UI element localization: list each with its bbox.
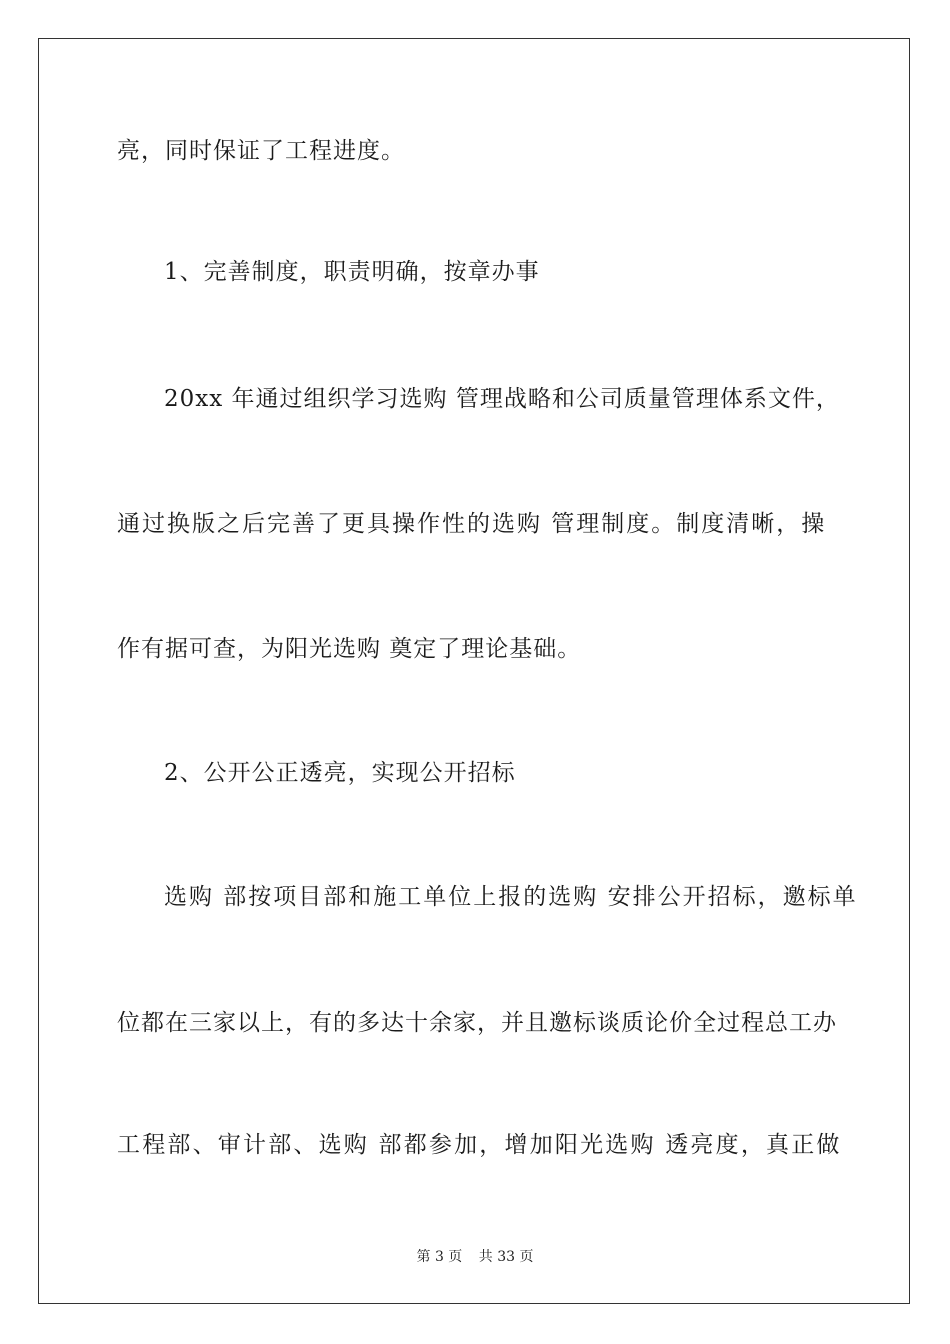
body-text-line: 20xx 年通过组织学习选购 管理战略和公司质量管理体系文件， bbox=[164, 386, 840, 412]
page-footer bbox=[0, 1248, 950, 1266]
section-heading-2: 2、公开公正透亮，实现公开招标 bbox=[164, 760, 516, 786]
body-text-line: 作有据可查，为阳光选购 奠定了理论基础。 bbox=[117, 636, 582, 662]
section-heading-1: 1、完善制度，职责明确，按章办事 bbox=[164, 259, 540, 285]
total-pages: 共 33 页 bbox=[478, 1249, 534, 1265]
body-text-line: 位都在三家以上，有的多达十余家，并且邀标谈质论价全过程总工办 bbox=[117, 1010, 837, 1036]
body-text-line: 通过换版之后完善了更具操作性的选购 管理制度。制度清晰，操 bbox=[117, 511, 827, 537]
body-text-line: 选购 部按项目部和施工单位上报的选购 安排公开招标，邀标单 bbox=[164, 884, 858, 910]
page-border bbox=[38, 38, 910, 1304]
body-text-line: 工程部、审计部、选购 部都参加，增加阳光选购 透亮度，真正做 bbox=[117, 1132, 842, 1158]
page-number: 第 3 页 bbox=[416, 1249, 463, 1265]
body-text-line: 亮，同时保证了工程进度。 bbox=[117, 138, 405, 164]
